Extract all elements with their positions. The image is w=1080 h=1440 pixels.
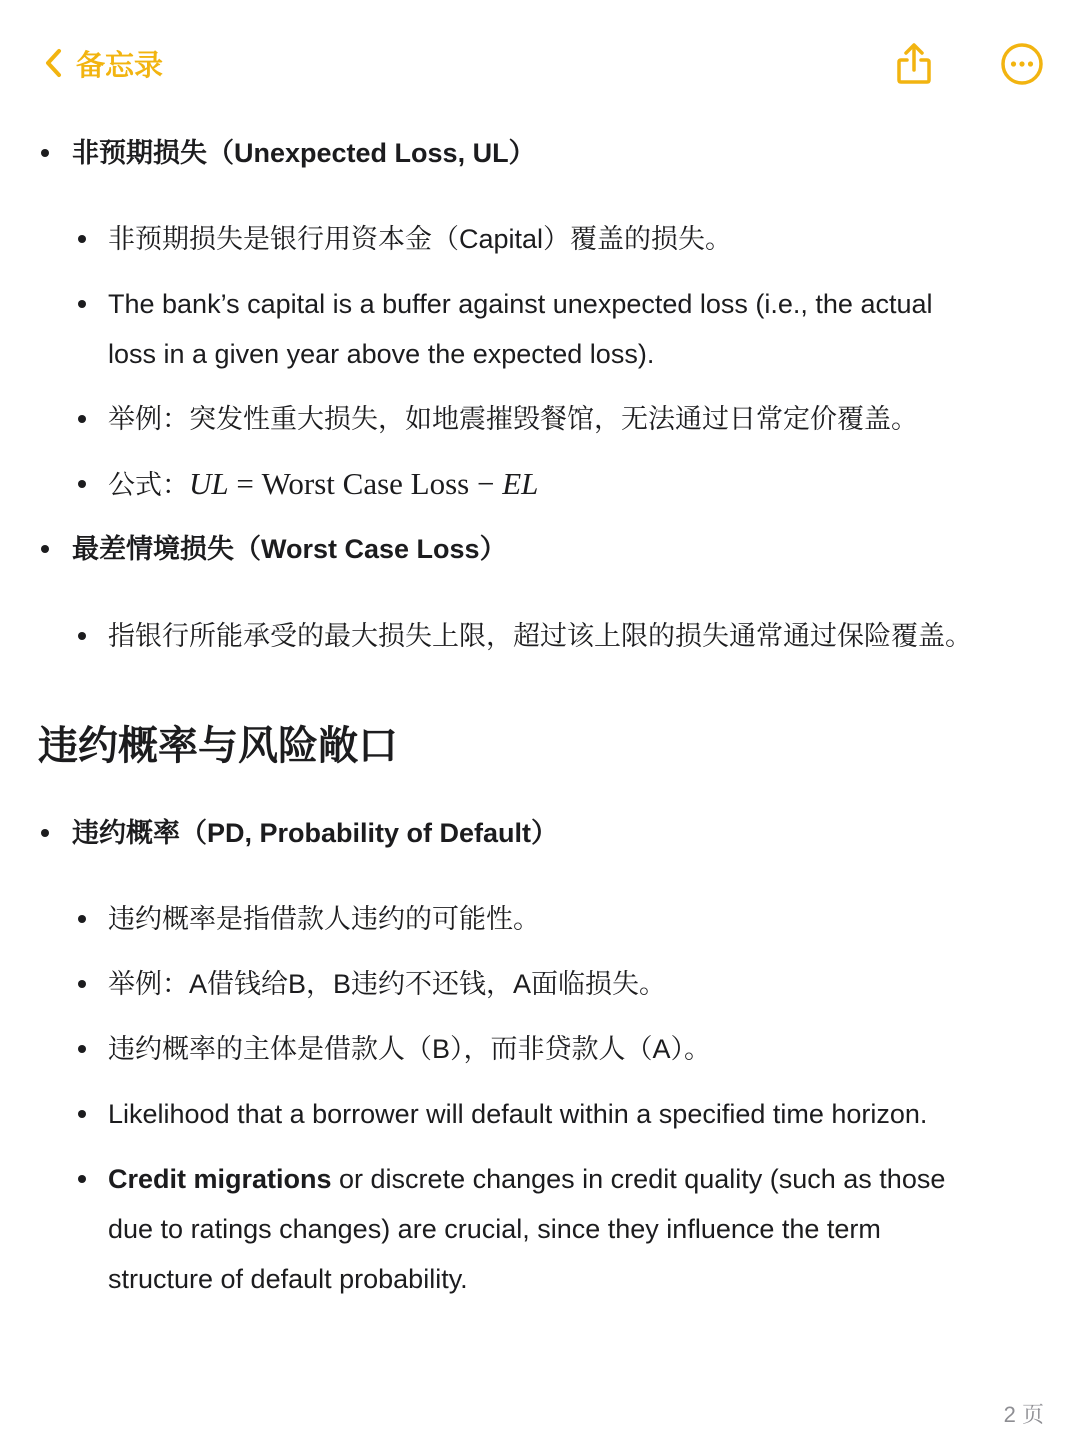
- share-button[interactable]: [890, 40, 938, 88]
- list-item-continuation: loss in a given year above the expected loss).: [108, 339, 655, 369]
- bullet-icon: [78, 415, 86, 423]
- list-item: 举例：A借钱给B，B违约不还钱，A面临损失。: [108, 969, 667, 999]
- bullet-icon: [78, 632, 86, 640]
- formula-ul: UL: [189, 466, 229, 501]
- formula-eq: =: [236, 466, 254, 501]
- list-item-credit-migrations: [108, 1154, 1028, 1204]
- bullet-icon: [78, 915, 86, 923]
- section-title-ul: 非预期损失（Unexpected Loss, UL）: [72, 138, 536, 168]
- bullet-icon: [78, 235, 86, 243]
- credit-migrations-text: or discrete changes in credit quality (such as those: [331, 1164, 946, 1194]
- more-button[interactable]: [998, 40, 1046, 88]
- list-item: 举例：突发性重大损失，如地震摧毁餐馆，无法通过日常定价覆盖。: [108, 404, 918, 434]
- list-item: 非预期损失是银行用资本金（Capital）覆盖的损失。: [108, 224, 733, 254]
- back-label: 备忘录: [76, 49, 164, 82]
- navigation-bar: [0, 0, 1080, 120]
- formula-item: [108, 459, 1028, 510]
- list-item: 违约概率是指借款人违约的可能性。: [108, 904, 540, 934]
- bullet-icon: [78, 1175, 86, 1183]
- share-icon: [890, 40, 938, 88]
- list-item: 指银行所能承受的最大损失上限，超过该上限的损失通常通过保险覆盖。: [108, 621, 972, 651]
- formula-expression: [189, 466, 538, 501]
- more-icon: [998, 40, 1046, 88]
- section-title-pd: 违约概率（PD, Probability of Default）: [72, 818, 559, 848]
- bullet-icon: [78, 980, 86, 988]
- credit-migrations-term: Credit migrations: [108, 1164, 332, 1194]
- list-item-continuation: structure of default probability.: [108, 1264, 468, 1294]
- list-item: Likelihood that a borrower will default within a specified time horizon.: [108, 1099, 928, 1129]
- bullet-icon: [78, 300, 86, 308]
- bullet-icon: [41, 829, 49, 837]
- bullet-icon: [41, 149, 49, 157]
- list-item-continuation: due to ratings changes) are crucial, since they influence the term: [108, 1214, 881, 1244]
- list-item: 违约概率的主体是借款人（B），而非贷款人（A）。: [108, 1034, 712, 1064]
- section-heading: 违约概率与风险敞口: [38, 724, 398, 768]
- list-item: The bank’s capital is a buffer against unexpected loss (i.e., the actual: [108, 289, 933, 319]
- section-title-worst-case: 最差情境损失（Worst Case Loss）: [72, 534, 507, 564]
- back-button[interactable]: [44, 38, 163, 88]
- bullet-icon: [78, 480, 86, 488]
- bullet-icon: [41, 545, 49, 553]
- bullet-icon: [78, 1045, 86, 1053]
- formula-minus: −: [476, 466, 495, 501]
- formula-prefix: 公式：: [108, 470, 189, 500]
- formula-text: Worst Case Loss: [261, 466, 470, 501]
- formula-el: EL: [502, 466, 539, 501]
- chevron-left-icon: [44, 48, 62, 78]
- bullet-icon: [78, 1110, 86, 1118]
- page-indicator: 2 页: [1003, 1402, 1044, 1427]
